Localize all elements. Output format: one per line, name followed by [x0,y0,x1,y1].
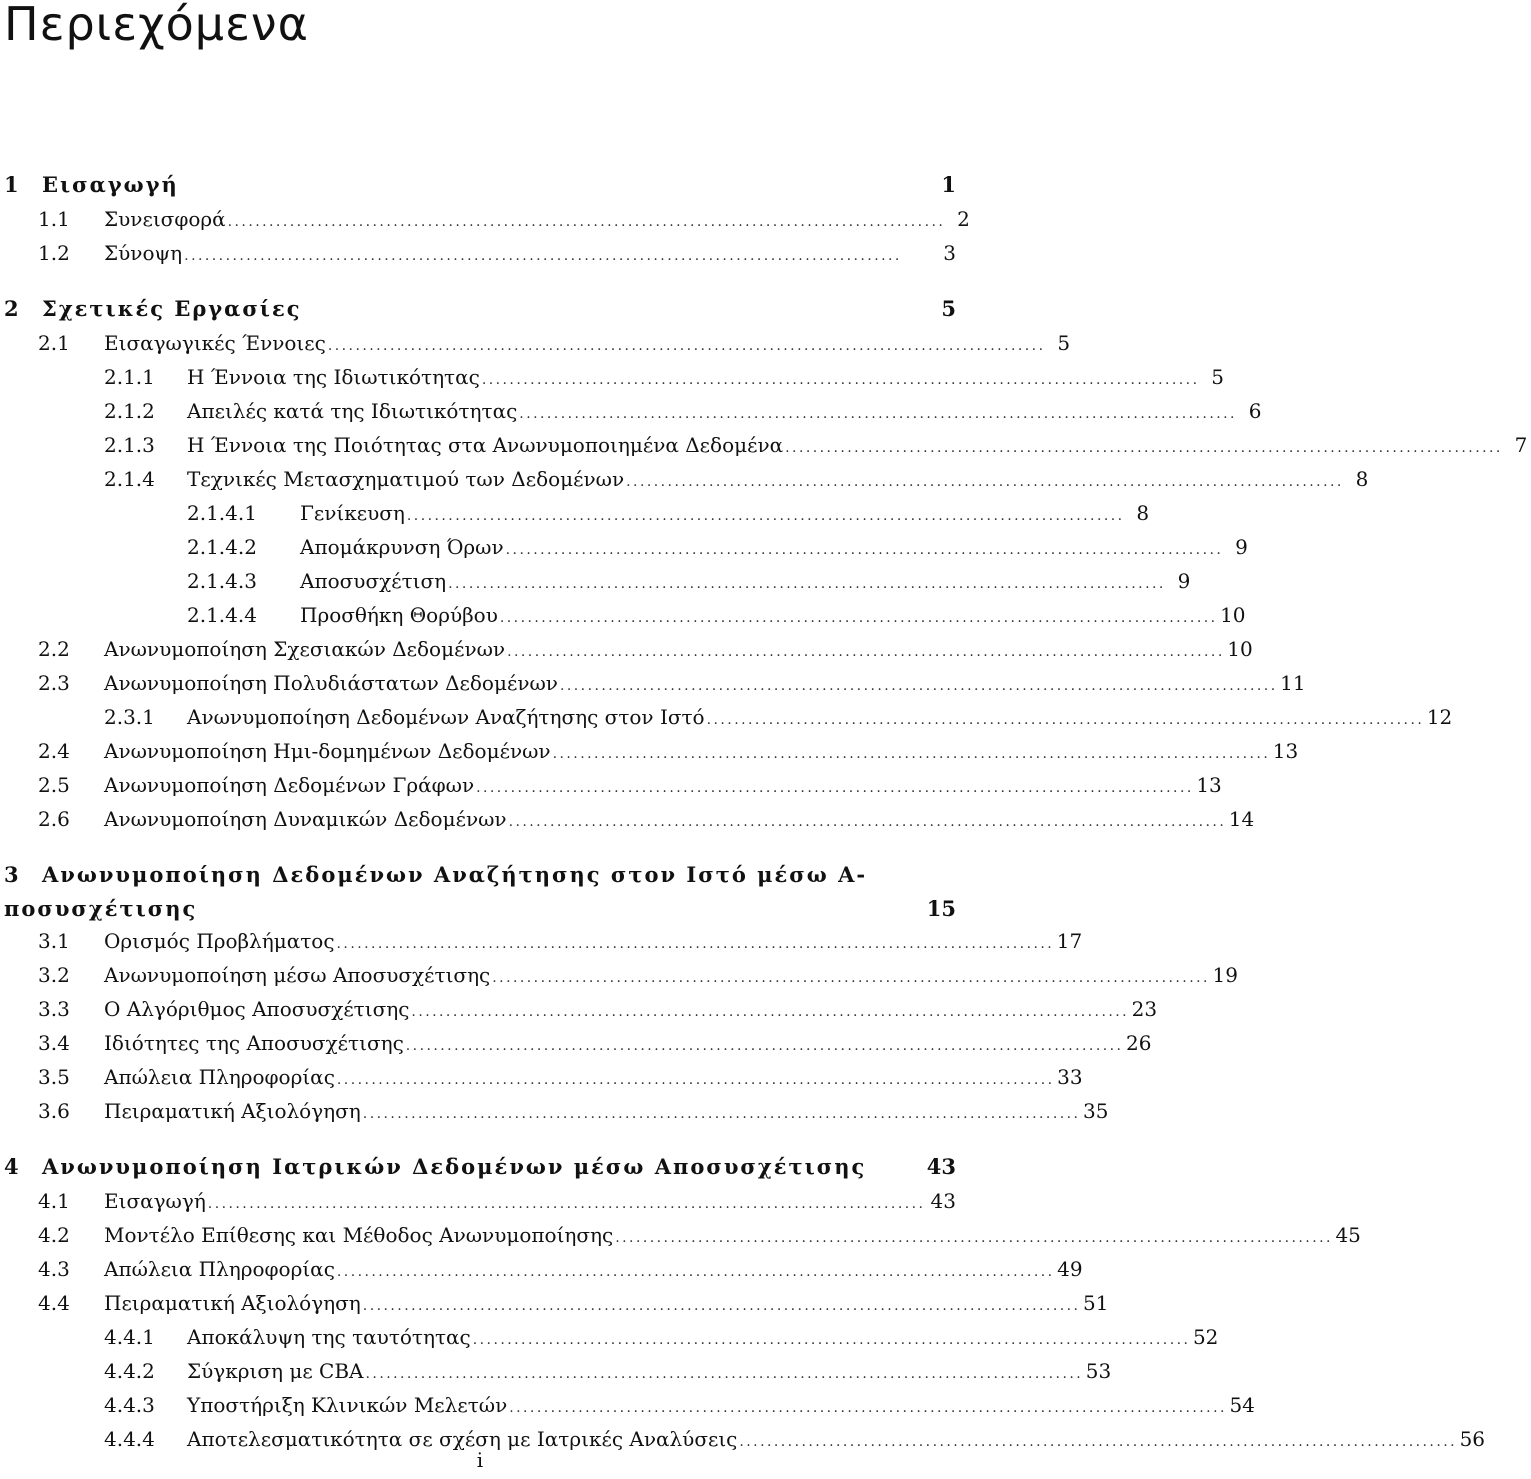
chapter-gap [0,836,960,858]
toc-number: 2.1.2 [104,399,155,423]
toc-number: 4.2 [38,1223,70,1247]
toc-section-3.5[interactable] [0,1060,1083,1094]
toc-page: 53 [1085,1359,1112,1383]
toc-page: 5 [941,296,956,321]
toc-number: 2.1.4.2 [187,535,257,559]
toc-page: 52 [1192,1325,1219,1349]
toc-title: Συνεισφορά [104,207,226,231]
toc-chapter-1[interactable] [0,168,960,202]
dot-leader [492,961,1206,995]
dot-leader [482,363,1196,397]
dot-leader [337,1255,1051,1289]
toc-section-2.3[interactable] [0,666,1306,700]
toc-number: 4.1 [38,1189,70,1213]
toc-section-4.4.1[interactable] [0,1320,1219,1354]
dot-leader [208,1187,925,1221]
toc-page: 9 [1235,535,1248,559]
dot-leader [509,805,1223,839]
toc-page: 49 [1057,1257,1083,1281]
toc-title: Ανωνυμοποίηση Σχεσιακών Δεδομένων [104,637,506,661]
toc-page: 9 [1177,569,1191,593]
toc-section-3.3[interactable] [0,992,1158,1026]
dot-leader [411,995,1125,1029]
toc-chapter-3[interactable] [0,858,960,924]
toc-title: Γενίκευση [300,501,405,525]
table-of-contents [0,168,1528,1456]
toc-section-4.4[interactable] [0,1286,1109,1320]
toc-title: Εισαγωγή [104,1189,206,1213]
dot-leader [560,669,1274,703]
dot-leader [328,329,1042,363]
dot-leader [184,239,928,273]
toc-title: Πειραματική Αξιολόγηση [104,1099,361,1123]
toc-title: Προσθήκη Θορύβου [300,603,498,627]
toc-number: 3 [4,862,21,887]
toc-title: Απειλές κατά της Ιδιωτικότητας [187,399,518,423]
toc-number: 3.3 [38,997,70,1021]
toc-title: Εισαγωγικές Έννοιες [104,331,326,355]
toc-number: 1 [4,172,21,197]
toc-page: 2 [957,207,970,231]
toc-title: Η Έννοια της Ποιότητας στα Ανωνυμοποιημένα Δεδομένα [187,433,784,457]
toc-title: Ορισμός Προβλήματος [104,929,335,953]
toc-title: Αποτελεσματικότητα σε σχέση με Ιατρικές Αναλύσεις [187,1427,738,1451]
toc-section-1.2[interactable] [0,236,960,270]
toc-page: 43 [930,1189,956,1213]
dot-leader [626,465,1340,499]
page-number: i [476,1448,484,1472]
toc-number: 2.3 [38,671,70,695]
toc-number: 3.4 [38,1031,70,1055]
toc-number: 3.2 [38,963,70,987]
toc-page: 3 [943,241,956,265]
toc-section-2.1.3[interactable] [0,428,1528,462]
toc-number: 2.1.4 [104,467,155,491]
toc-number: 3.1 [38,929,70,953]
toc-number: 2.1.1 [104,365,155,389]
dot-leader [366,1357,1080,1391]
toc-title: Απώλεια Πληροφορίας [104,1065,335,1089]
toc-page: 17 [1056,929,1083,953]
toc-page: 13 [1272,739,1299,763]
toc-number: 4.4.4 [104,1427,155,1451]
toc-section-3.4[interactable] [0,1026,1152,1060]
toc-section-2.1.4.3[interactable] [0,564,1191,598]
toc-title: Ανωνυμοποίηση Δυναμικών Δεδομένων [104,807,507,831]
toc-section-3.1[interactable] [0,924,1083,958]
dot-leader [363,1097,1077,1131]
toc-number: 2.1.3 [104,433,155,457]
toc-title: Η Έννοια της Ιδιωτικότητας [187,365,480,389]
toc-title: Ανωνυμοποίηση μέσω Αποσυσχέτισης [104,963,491,987]
dot-leader [337,927,1051,961]
toc-page: 5 [1057,331,1071,355]
chapter-gap [0,270,960,292]
toc-section-2.1.1[interactable] [0,360,1225,394]
toc-number: 4.3 [38,1257,70,1281]
toc-section-2.1[interactable] [0,326,1071,360]
toc-section-4.2[interactable] [0,1218,1361,1252]
toc-title: Ανωνυμοποίηση Ιατρικών Δεδομένων μέσω Αποσυσχέτισης [42,1154,867,1179]
dot-leader [473,1323,1187,1357]
toc-chapter-4[interactable] [0,1150,960,1184]
toc-page: 12 [1426,705,1453,729]
toc-section-4.4.3[interactable] [0,1388,1255,1422]
toc-section-3.2[interactable] [0,958,1238,992]
toc-title: Σύνοψη [104,241,183,265]
toc-title: Αποκάλυψη της ταυτότητας [187,1325,471,1349]
toc-page: 5 [1211,365,1225,389]
dot-leader [476,771,1190,805]
toc-number: 2.1.4.4 [187,603,257,627]
page-title: Περιεχόμενα [4,0,309,51]
dot-leader [509,1391,1223,1425]
toc-page: 54 [1229,1393,1255,1417]
toc-chapter-2[interactable] [0,292,960,326]
toc-title: Τεχνικές Μετασχηματιμού των Δεδομένων [187,467,625,491]
toc-title: Ανωνυμοποίηση Δεδομένων Αναζήτησης στον Ιστό μέσω Α- [42,862,868,887]
toc-title: Ανωνυμοποίηση Δεδομένων Γράφων [104,773,475,797]
toc-section-2.1.4[interactable] [0,462,1369,496]
dot-leader [707,703,1421,737]
toc-page: 7 [1514,433,1528,457]
toc-number: 2.1 [38,331,70,355]
toc-title: Ανωνυμοποίηση Δεδομένων Αναζήτησης στον Ιστό [187,705,705,729]
dot-leader [506,533,1220,567]
toc-title: Απομάκρυνση Όρων [300,535,504,559]
toc-title: Ο Αλγόριθμος Αποσυσχέτισης [104,997,410,1021]
toc-section-2.1.4.2[interactable] [0,530,1248,564]
toc-page: 8 [1355,467,1369,491]
dot-leader [507,635,1221,669]
toc-number: 4.4.2 [104,1359,155,1383]
toc-page: 10 [1220,603,1246,627]
toc-section-2.1.4.1[interactable] [0,496,1150,530]
dot-leader [406,1029,1120,1063]
toc-page: 15 [926,896,956,921]
toc-number: 2.3.1 [104,705,155,729]
toc-number: 3.6 [38,1099,70,1123]
toc-title: Ανωνυμοποίηση Πολυδιάστατων Δεδομένων [104,671,558,695]
toc-section-2.4[interactable] [0,734,1299,768]
toc-number: 4.4.3 [104,1393,155,1417]
toc-page: 10 [1227,637,1253,661]
toc-title: Πειραματική Αξιολόγηση [104,1291,361,1315]
toc-title: Μοντέλο Επίθεσης και Μέθοδος Ανωνυμοποίησης [104,1223,614,1247]
toc-number: 1.2 [38,241,70,265]
toc-number: 1.1 [38,207,70,231]
toc-title: Αποσυσχέτιση [300,569,447,593]
toc-number: 4.4.1 [104,1325,155,1349]
toc-page: 33 [1057,1065,1083,1089]
dot-leader [228,205,942,239]
dot-leader [363,1289,1077,1323]
toc-section-4.1[interactable] [0,1184,960,1218]
toc-title: Ιδιότητες της Αποσυσχέτισης [104,1031,404,1055]
dot-leader [500,601,1214,635]
toc-section-1.1[interactable] [0,202,970,236]
toc-section-2.3.1[interactable] [0,700,1453,734]
toc-title: Σχετικές Εργασίες [42,296,302,321]
toc-section-3.6[interactable] [0,1094,1109,1128]
toc-section-4.3[interactable] [0,1252,1083,1286]
toc-page: 43 [926,1154,956,1179]
toc-page: 45 [1335,1223,1361,1247]
toc-title: Υποστήριξη Κλινικών Μελετών [187,1393,508,1417]
toc-number: 2 [4,296,21,321]
toc-section-2.2[interactable] [0,632,1253,666]
dot-leader [519,397,1233,431]
dot-leader [337,1063,1051,1097]
toc-page: 35 [1083,1099,1109,1123]
toc-number: 4 [4,1154,21,1179]
toc-title: Σύγκριση με CBA [187,1359,364,1383]
dot-leader [615,1221,1329,1255]
toc-page: 1 [941,172,956,197]
toc-title: Απώλεια Πληροφορίας [104,1257,335,1281]
toc-section-2.5[interactable] [0,768,1222,802]
toc-page: 11 [1280,671,1306,695]
toc-page: 6 [1248,399,1262,423]
toc-page: 13 [1196,773,1222,797]
toc-page: 23 [1131,997,1158,1021]
toc-section-2.1.4.4[interactable] [0,598,1246,632]
toc-section-2.1.2[interactable] [0,394,1262,428]
toc-page: 14 [1228,807,1255,831]
toc-number: 4.4 [38,1291,70,1315]
toc-number: 2.4 [38,739,70,763]
toc-title: Ανωνυμοποίηση Ημι-δομημένων Δεδομένων [104,739,551,763]
dot-leader [448,567,1162,601]
toc-number: 2.1.4.1 [187,501,257,525]
toc-page: 51 [1083,1291,1109,1315]
toc-number: 2.2 [38,637,70,661]
toc-number: 2.6 [38,807,70,831]
toc-number: 2.5 [38,773,70,797]
toc-number: 3.5 [38,1065,70,1089]
toc-section-2.6[interactable] [0,802,1255,836]
toc-section-4.4.2[interactable] [0,1354,1112,1388]
toc-page: 19 [1212,963,1238,987]
dot-leader [407,499,1121,533]
toc-page: 56 [1459,1427,1486,1451]
chapter-gap [0,1128,960,1150]
dot-leader [785,431,1499,465]
toc-title: Εισαγωγή [42,172,179,197]
toc-page: 26 [1125,1031,1152,1055]
toc-page: 8 [1136,501,1150,525]
toc-number: 2.1.4.3 [187,569,257,593]
dot-leader [553,737,1267,771]
toc-title-continued: ποσυσχέτισης [4,896,198,921]
